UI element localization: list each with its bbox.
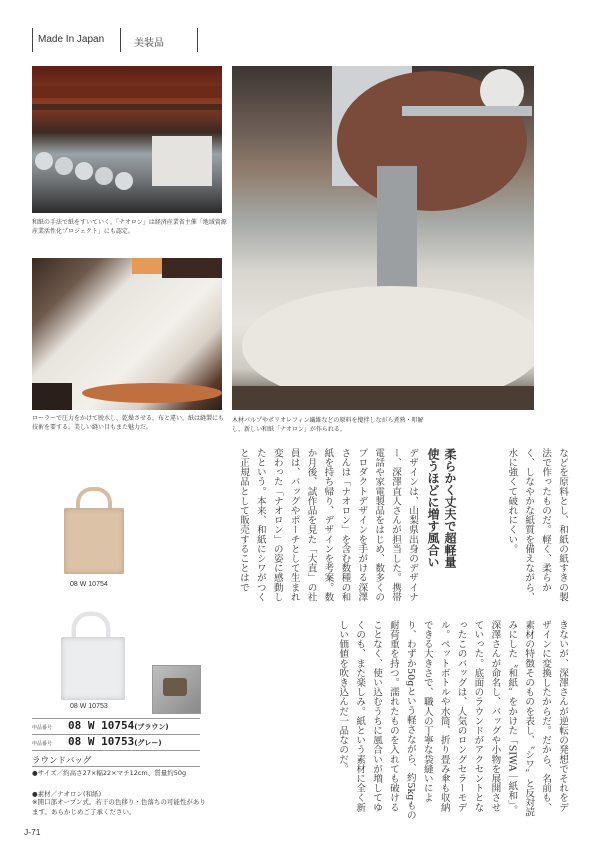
item-number-label: 申品番号 (32, 725, 53, 731)
item-number-brown (68, 719, 169, 732)
item-color-brown: (ブラウン) (134, 723, 169, 731)
category-label: 美装品 (134, 38, 164, 49)
item-number-label: 申品番号 (32, 741, 53, 747)
header-divider-middle (120, 28, 121, 52)
article-heading (424, 448, 458, 608)
product-name: ラウンドバッグ (32, 756, 92, 766)
item-number-gray-value: 08 W 10753 (68, 735, 135, 748)
header-divider-left (32, 28, 33, 52)
photo-pulp-vat (232, 66, 534, 410)
bag-interior-item (163, 678, 187, 696)
gray-round-bag-image (61, 637, 125, 700)
item-color-gray: (グレー) (134, 739, 162, 747)
brown-round-bag-image (64, 508, 124, 574)
item-number-brown-value: 08 W 10754 (68, 719, 135, 732)
made-in-japan-label: Made In Japan (38, 34, 105, 45)
photo-rollers-illustration (32, 66, 222, 213)
article-body-bottom: きないが、深澤さんが逆転の発想でそれをデザインに変換したからだ。だから、名前も、素材の特徴そのものを表し、〝シワ〟と反対読みにした〝和紙〟をかけた「SIWA｜紙和」。深澤さんが命名し、バッグや小物を展開させていった。底面のラウンドがアクセントとなったこのバッグは、人気のロングセラーモデル。ペットボトルや水筒、折り畳み傘も収納できる大きさで、職人の丁寧な袋縫いにより、わずか50gという軽さながら、約5kgもの耐荷重を持つ。濡れたものを入れても破けることなく、使い込むうちに風合いが増してゆくのも、また楽しみ。紙という素材に全く新しい価値を吹き込んだ一品なのだ。 (337, 620, 568, 820)
spec-rule (32, 750, 200, 751)
article-body-top-right: などを原料とし、和紙の紙すきの製法で作ったものだ。軽く、柔らかく、しなやかな紙質を備えながら、水に強くて破れにくい。 (506, 448, 568, 602)
heading-line-2: 使うほどに増す風合い (426, 448, 440, 568)
photo-roller-illustration (32, 258, 222, 410)
heading-line-1: 柔らかく丈夫で超軽量 (443, 448, 457, 568)
article-body-top-left: デザインは、山梨県出身のデザイナー、深澤直人さんが担当した。携帯電話や家電製品をはじめ、数多くのプロダクトデザインを手がける深澤さんは「ナオロン」を含む数種の和紙を持ち帰り、デザインを考案。数か月後、試作品を見た「大直」の社員は、バッグやポーチとして生まれ変わった「ナオロン」の姿に感動したという。本来、和紙にシワがつくと正規品として販売することはで (237, 448, 418, 602)
spec-rule (32, 766, 200, 767)
photo-paper-making (32, 66, 222, 213)
caption-photo3: 木材パルプやポリオレフィン繊維などの原料を攪拌しながら煮熟・叩解し、新しい和紙「ナオロン」が作られる。 (232, 417, 424, 433)
caption-photo1: 和紙の手法で紙をすいていく。「ナオロン」は経済産業省主催「地域資源産業活性化プロジェクト」にも認定。 (32, 219, 227, 235)
product-code-gray: 08 W 10753 (70, 703, 108, 710)
product-note: ※開口部オープン式。若干の色移り・色落ちの可能性があります。あらかじめご了承ください。 (32, 798, 206, 816)
product-material: ●素材／ナオロン(和紙) (32, 790, 102, 798)
product-size: ●サイズ／約高さ27×幅22×マチ12cm、質量約50g (32, 769, 187, 777)
product-code-brown: 08 W 10754 (70, 581, 108, 588)
item-number-gray (68, 735, 162, 748)
page-number: J-71 (24, 827, 41, 837)
caption-photo2: ローラーで圧力をかけて脱水し、乾燥させる。布と違い、紙は縫製にも技術を要する。美しい縫い目もまた魅力だ。 (32, 415, 225, 431)
photo-vat-illustration (232, 66, 534, 410)
header-divider-right (197, 28, 198, 52)
photo-drying-roller (32, 258, 222, 410)
